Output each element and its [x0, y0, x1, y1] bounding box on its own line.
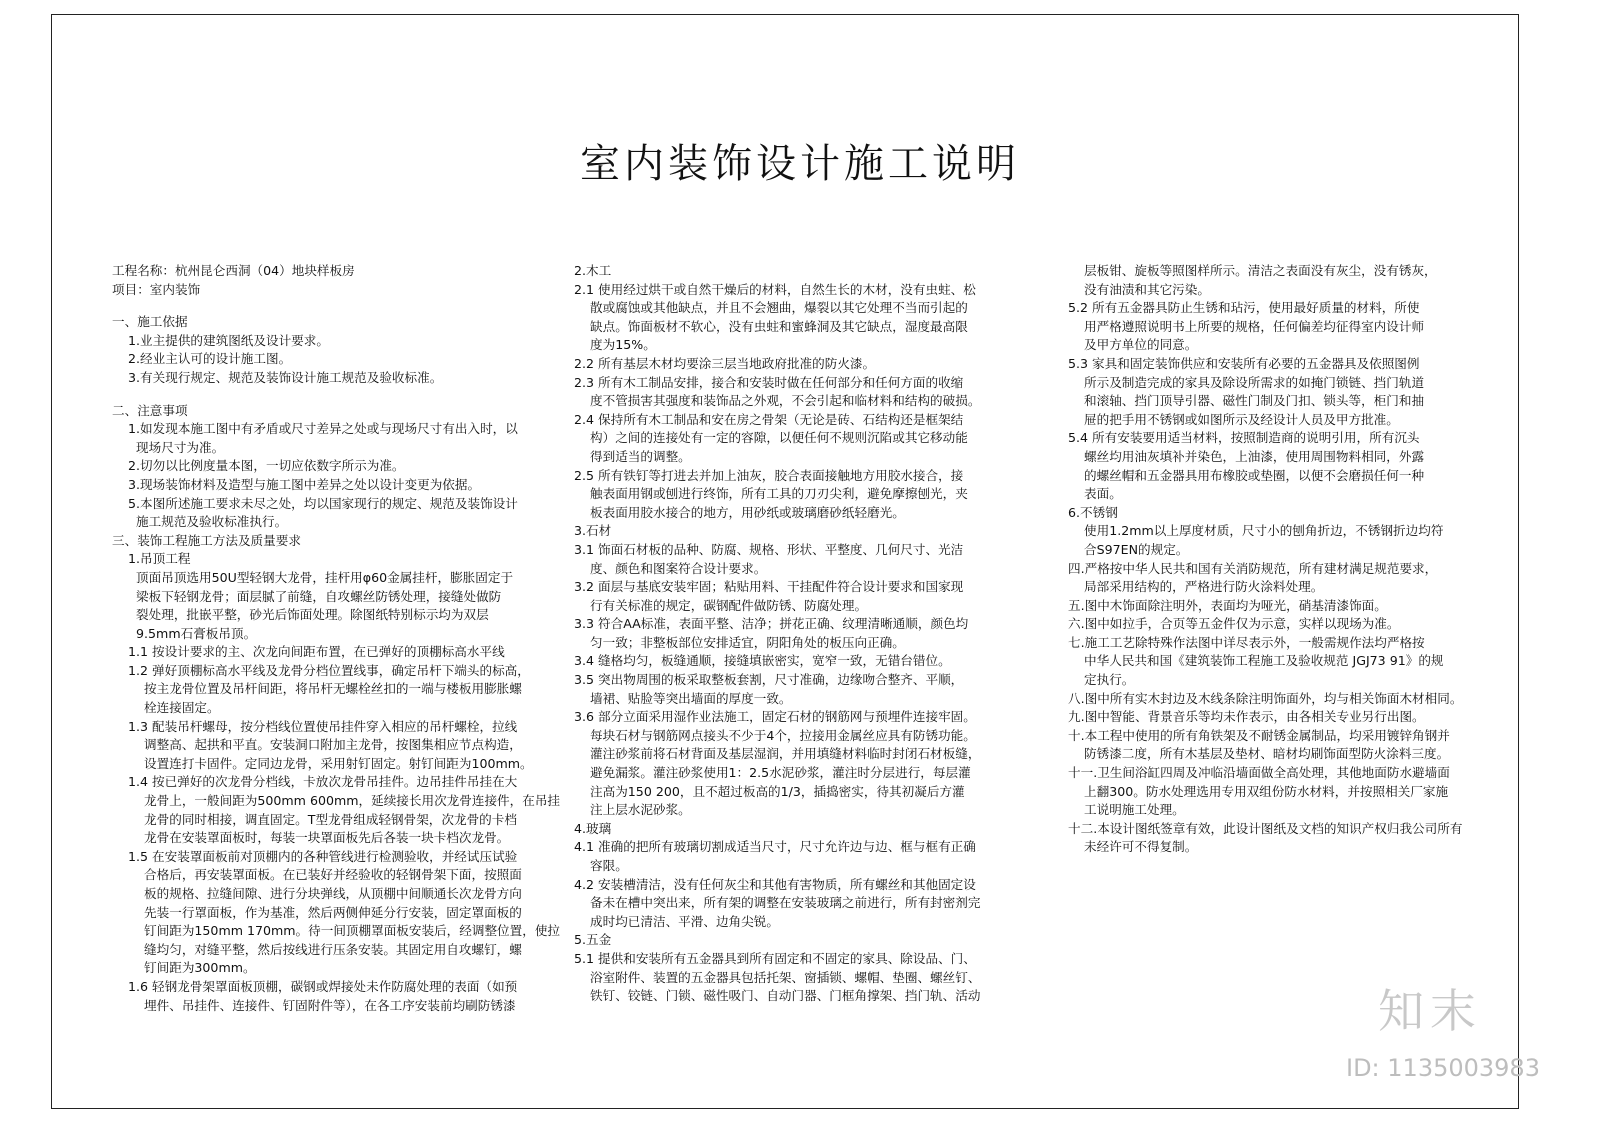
col3-line: 四.严格按中华人民共和国有关消防规范，所有建材满足规范要求，: [1068, 560, 1438, 576]
col3-line: 六.图中如拉手，合页等五金件仅为示意，实样以现场为准。: [1068, 616, 1400, 632]
col1-line: 龙骨的同时相接，调直固定。T型龙骨组成轻钢骨架，次龙骨的卡档: [112, 811, 517, 827]
col1-line: [112, 299, 582, 313]
col2-line: 2.5 所有铁钉等打进去并加上油灰，胶合表面接触地方用胶水接合，接: [574, 467, 964, 483]
image-id: ID: 1135003983: [1346, 1054, 1540, 1082]
col2-line: 3.6 部分立面采用湿作业法施工，固定石材的钢筋网与预埋件连接牢固。: [574, 709, 976, 725]
col2-line: 墙裙、贴脸等突出墙面的厚度一致。: [574, 690, 792, 706]
col1-line: 埋件、吊挂件、连接件、钉固附件等），在各工序安装前均刷防锈漆: [112, 997, 516, 1013]
col1-line: 9.5mm石膏板吊顶。: [112, 625, 257, 641]
col3-line: 5.3 家具和固定装饰供应和安装所有必要的五金器具及依照图例: [1068, 355, 1420, 371]
col1-line: 栓连接固定。: [112, 700, 220, 716]
col3-line: 所示及制造完成的家具及除设所需求的如掩门锁链、挡门轨道: [1068, 374, 1425, 390]
col1-line: 5.本图所述施工要求未尽之处，均以国家现行的规定、规范及装饰设计: [112, 495, 518, 511]
col2-line: 避免漏浆。灌注砂浆使用1：2.5水泥砂浆，灌注时分层进行，每层灌: [574, 765, 971, 781]
col2-line: 4.1 准确的把所有玻璃切割成适当尺寸，尺寸允许边与边、框与框有正确: [574, 839, 976, 855]
col1-line: 1.3 配装吊杆螺母，按分档线位置使吊挂件穿入相应的吊杆螺栓，拉线: [112, 718, 518, 734]
col2-line: 2.1 使用经过烘干或自然干燥后的材料，自然生长的木材，没有虫蛀、松: [574, 281, 976, 297]
col1-line: 1.如发现本施工图中有矛盾或尺寸差异之处或与现场尺寸有出入时，以: [112, 421, 518, 437]
col2-line: 3.5 突出物周围的板采取整板套割，尺寸准确，边缘吻合整齐、平顺，: [574, 672, 964, 688]
col3-line: 使用1.2mm以上厚度材质，尺寸小的刨角折边，不锈钢折边均符: [1068, 523, 1444, 539]
col3-line: 定执行。: [1068, 672, 1135, 688]
col2-line: 5.1 提供和安装所有五金器具到所有固定和不固定的家具、除设品、门、: [574, 950, 976, 966]
col1-line: 钉间距为300mm。: [112, 960, 256, 976]
col1-line: 1.5 在安装罩面板前对顶棚内的各种管线进行检测验收，并经试压试验: [112, 848, 518, 864]
col2-line: 4.2 安装槽清洁，没有任何灰尘和其他有害物质，所有螺丝和其他固定设: [574, 876, 976, 892]
col2-line: 5.五金: [574, 932, 612, 948]
col2-line: 2.2 所有基层木材均要涂三层当地政府批准的防火漆。: [574, 355, 876, 371]
col2-line: 板表面用胶水接合的地方，用砂纸或玻璃磨砂纸轻磨光。: [574, 504, 905, 520]
col1-line: 先装一行罩面板，作为基准，然后两侧伸延分行安装，固定罩面板的: [112, 904, 522, 920]
col2-line: 浴室附件、装置的五金器具包括托架、窗插锁、螺帽、垫圈、螺丝钉、: [574, 969, 981, 985]
col1-line: 3.有关现行规定、规范及装饰设计施工规范及验收标准。: [112, 369, 443, 385]
column-right: [1068, 262, 1520, 857]
col1-line: 按主龙骨位置及吊杆间距，将吊杆无螺栓丝扣的一端与楼板用膨胀螺: [112, 681, 522, 697]
col2-line: 散或腐蚀或其他缺点，并且不会翘曲，爆裂以其它处理不当而引起的: [574, 300, 968, 316]
col2-line: 铁钉、铰链、门锁、磁性吸门、自动门器、门框角撑架、挡门轨、活动: [574, 988, 981, 1004]
col2-line: 度为15%。: [574, 337, 656, 353]
col3-line: 及甲方单位的同意。: [1068, 337, 1198, 353]
column-left: [112, 262, 582, 1015]
col2-line: 每块石材与钢筋网点接头不少于4个，拉接用金属丝应具有防锈功能。: [574, 727, 976, 743]
col1-line: 3.现场装饰材料及造型与施工图中差异之处以设计变更为依据。: [112, 476, 481, 492]
col3-line: 螺丝均用油灰填补并染色，上油漆，使用周围物料相同，外露: [1068, 448, 1425, 464]
col2-line: 成时均已清洁、平滑、边角尖锐。: [574, 913, 779, 929]
col2-line: 匀一致；非整板部位安排适宜，阴阳角处的板压向正确。: [574, 634, 905, 650]
col2-line: 度不管损害其强度和装饰品之外观，不会引起和临材料和结构的破损。: [574, 393, 981, 409]
col1-line: 合格后，再安装罩面板。在已装好并经验收的轻钢骨架下面，按照面: [112, 867, 522, 883]
col2-line: 容限。: [574, 858, 628, 873]
col3-line: 6.不锈钢: [1068, 504, 1118, 520]
col1-line: 二、注意事项: [112, 402, 188, 418]
col2-line: 注上层水泥砂浆。: [574, 802, 691, 818]
col1-line: 龙骨上，一般间距为500mm 600mm，延续接长用次龙骨连接件，在吊挂: [112, 793, 561, 809]
col3-line: 九.图中智能、背景音乐等均未作表示，由各相关专业另行出图。: [1068, 709, 1425, 725]
col2-line: 3.石材: [574, 523, 612, 539]
col1-line: 1.4 按已弹好的次龙骨分档线，卡放次龙骨吊挂件。边吊挂件吊挂在大: [112, 774, 518, 790]
col3-line: 防锈漆二度，所有木基层及垫材、暗材均刷饰面型防火涂料三度。: [1068, 746, 1450, 762]
col2-line: 行有关标准的规定，碳钢配件做防锈、防腐处理。: [574, 597, 868, 613]
col1-line: 一、施工依据: [112, 314, 188, 330]
col3-line: 未经许可不得复制。: [1068, 839, 1198, 855]
col2-line: 构）之间的连接处有一定的容隙，以便任何不规则沉陷或其它移动能: [574, 430, 968, 446]
col3-line: 合S97EN的规定。: [1068, 541, 1189, 557]
col1-line: 设置连打卡固件。定同边龙骨，采用射钉固定。射钉间距为100mm。: [112, 755, 533, 771]
col1-line: 调整高、起拱和平直。安装洞口附加主龙骨，按图集相应节点构造，: [112, 737, 522, 753]
col3-line: 5.2 所有五金器具防止生锈和玷污，使用最好质量的材料，所使: [1068, 300, 1420, 316]
col1-line: 工程名称：杭州昆仑西洞（04）地块样板房: [112, 263, 355, 278]
col1-line: 1.2 弹好顶棚标高水平线及龙骨分档位置线事，确定吊杆下端头的标高，: [112, 662, 530, 678]
col1-line: [112, 388, 582, 402]
col3-line: 层板钳、旋板等照图样所示。清洁之表面没有灰尘，没有锈灰，: [1068, 263, 1437, 278]
col3-line: 屉的把手用不锈钢或如图所示及经设计人员及甲方批准。: [1068, 411, 1399, 427]
col1-line: 裂处理，批嵌平整，砂光后饰面处理。除图纸特别标示均为双层: [112, 607, 489, 623]
col2-line: 3.4 缝格均匀，板缝通顺，接缝填嵌密实，宽窄一致，无错台错位。: [574, 653, 951, 669]
col1-line: 施工规范及验收标准执行。: [112, 514, 288, 530]
col1-line: 2.切勿以比例度量本图，一切应依数字所示为准。: [112, 458, 405, 474]
col3-line: 用严格遵照说明书上所要的规格，任何偏差均征得室内设计师: [1068, 318, 1425, 334]
col1-line: 项目：室内装饰: [112, 281, 201, 297]
col3-line: 和滚轴、挡门顶导引器、磁性门制及门扣、锁头等，柜门和抽: [1068, 393, 1425, 409]
col1-line: 三、装饰工程施工方法及质量要求: [112, 532, 301, 548]
col2-line: 3.1 饰面石材板的品种、防腐、规格、形状、平整度、几何尺寸、光洁: [574, 541, 964, 557]
col3-line: 工说明施工处理。: [1068, 802, 1185, 818]
col1-line: 1.吊顶工程: [112, 551, 191, 567]
col3-line: 五.图中木饰面除注明外，表面均为哑光，硝基清漆饰面。: [1068, 597, 1387, 613]
col2-line: 触表面用钢或刨进行终饰，所有工具的刀刃尖利，避免摩擦刨光，夹: [574, 486, 968, 502]
col3-line: 5.4 所有安装要用适当材料，按照制造商的说明引用，所有沉头: [1068, 430, 1420, 446]
col2-line: 2.木工: [574, 263, 612, 278]
logo-mark: 知末: [1378, 984, 1482, 1038]
col2-line: 缺点。饰面板材不软心，没有虫蛀和蜜蜂洞及其它缺点，湿度最高限: [574, 318, 968, 334]
col3-line: 局部采用结构的，严格进行防火涂料处理。: [1068, 579, 1324, 595]
col3-line: 的螺丝帽和五金器具用布橡胶或垫圈，以便不会磨损任何一种: [1068, 467, 1425, 483]
col3-line: 表面。: [1068, 486, 1122, 502]
column-middle: [574, 262, 1058, 1006]
col3-line: 中华人民共和国《建筑装饰工程施工及验收规范 JGJ73 91》的规: [1068, 653, 1444, 669]
col2-line: 3.2 面层与基底安装牢固；粘贴用料、干挂配件符合设计要求和国家现: [574, 579, 964, 595]
col3-line: 七.施工工艺除特殊作法图中详尽表示外，一般需规作法均严格按: [1068, 634, 1425, 650]
col2-line: 2.3 所有木工制品安排，接合和安装时做在任何部分和任何方面的收缩: [574, 374, 964, 390]
col1-line: 板的规格、拉缝间隙、进行分块弹线，从顶棚中间顺通长次龙骨方向: [112, 886, 522, 901]
col2-line: 备未在槽中突出来，所有架的调整在安装玻璃之前进行，所有封密剂完: [574, 895, 981, 911]
col3-line: 十一.卫生间浴缸四周及冲临沿墙面做全高处理，其他地面防水避墙面: [1068, 765, 1450, 781]
col2-line: 3.3 符合AA标准，表面平整、洁净；拼花正确、纹理清晰通顺，颜色均: [574, 616, 969, 632]
col3-line: 没有油渍和其它污染。: [1068, 281, 1210, 297]
col1-line: 梁板下轻钢龙骨；面层腻了前缝，自攻螺丝防锈处理，接缝处做防: [112, 588, 502, 604]
col2-line: 灌注砂浆前将石材背面及基层湿润，并用填缝材料临时封闭石材板缝，: [574, 746, 981, 762]
col1-line: 1.1 按设计要求的主、次龙向间距布置，在已弹好的顶棚标高水平线: [112, 644, 505, 660]
col2-line: 2.4 保持所有木工制品和安在房之骨架（无论是砖、石结构还是框架结: [574, 411, 964, 427]
col2-line: 注高为150 200，且不超过板高的1/3，插捣密实，待其初凝后方灌: [574, 783, 965, 799]
col3-line: 十.本工程中使用的所有角铁架及不耐锈金属制品，均采用镀锌角钢并: [1068, 727, 1450, 743]
col2-line: 度、颜色和图案符合设计要求。: [574, 560, 767, 576]
col1-line: 2.经业主认可的设计施工图。: [112, 351, 292, 367]
col1-line: 龙骨在安装罩面板时，每装一块罩面板先后各装一块卡档次龙骨。: [112, 830, 510, 846]
col1-line: 钉间距为150mm 170mm。待一间顶棚罩面板安装后，经调整位置，使拉: [112, 923, 561, 939]
col1-line: 现场尺寸为准。: [112, 439, 225, 455]
col1-line: 1.业主提供的建筑图纸及设计要求。: [112, 332, 329, 348]
col1-line: 缝均匀，对缝平整，然后按线进行压条安装。其固定用自攻螺钉，螺: [112, 941, 522, 957]
col2-line: 4.玻璃: [574, 820, 612, 836]
col1-line: 1.6 轻钢龙骨架罩面板顶棚，碳钢或焊接处未作防腐处理的表面（如预: [112, 978, 518, 994]
col3-line: 十二.本设计图纸签章有效，此设计图纸及文档的知识产权归我公司所有: [1068, 820, 1463, 836]
col2-line: 得到适当的调整。: [574, 448, 691, 464]
col1-line: 顶面吊顶选用50U型轻钢大龙骨，挂杆用φ60金属挂杆，膨胀固定于: [112, 569, 514, 585]
page-title: 室内装饰设计施工说明: [580, 141, 1020, 187]
col3-line: 八.图中所有实木封边及木线条除注明饰面外，均与相关饰面木材相同。: [1068, 690, 1463, 706]
col3-line: 上翻300。防水处理选用专用双组份防水材料，并按照相关厂家施: [1068, 783, 1449, 799]
